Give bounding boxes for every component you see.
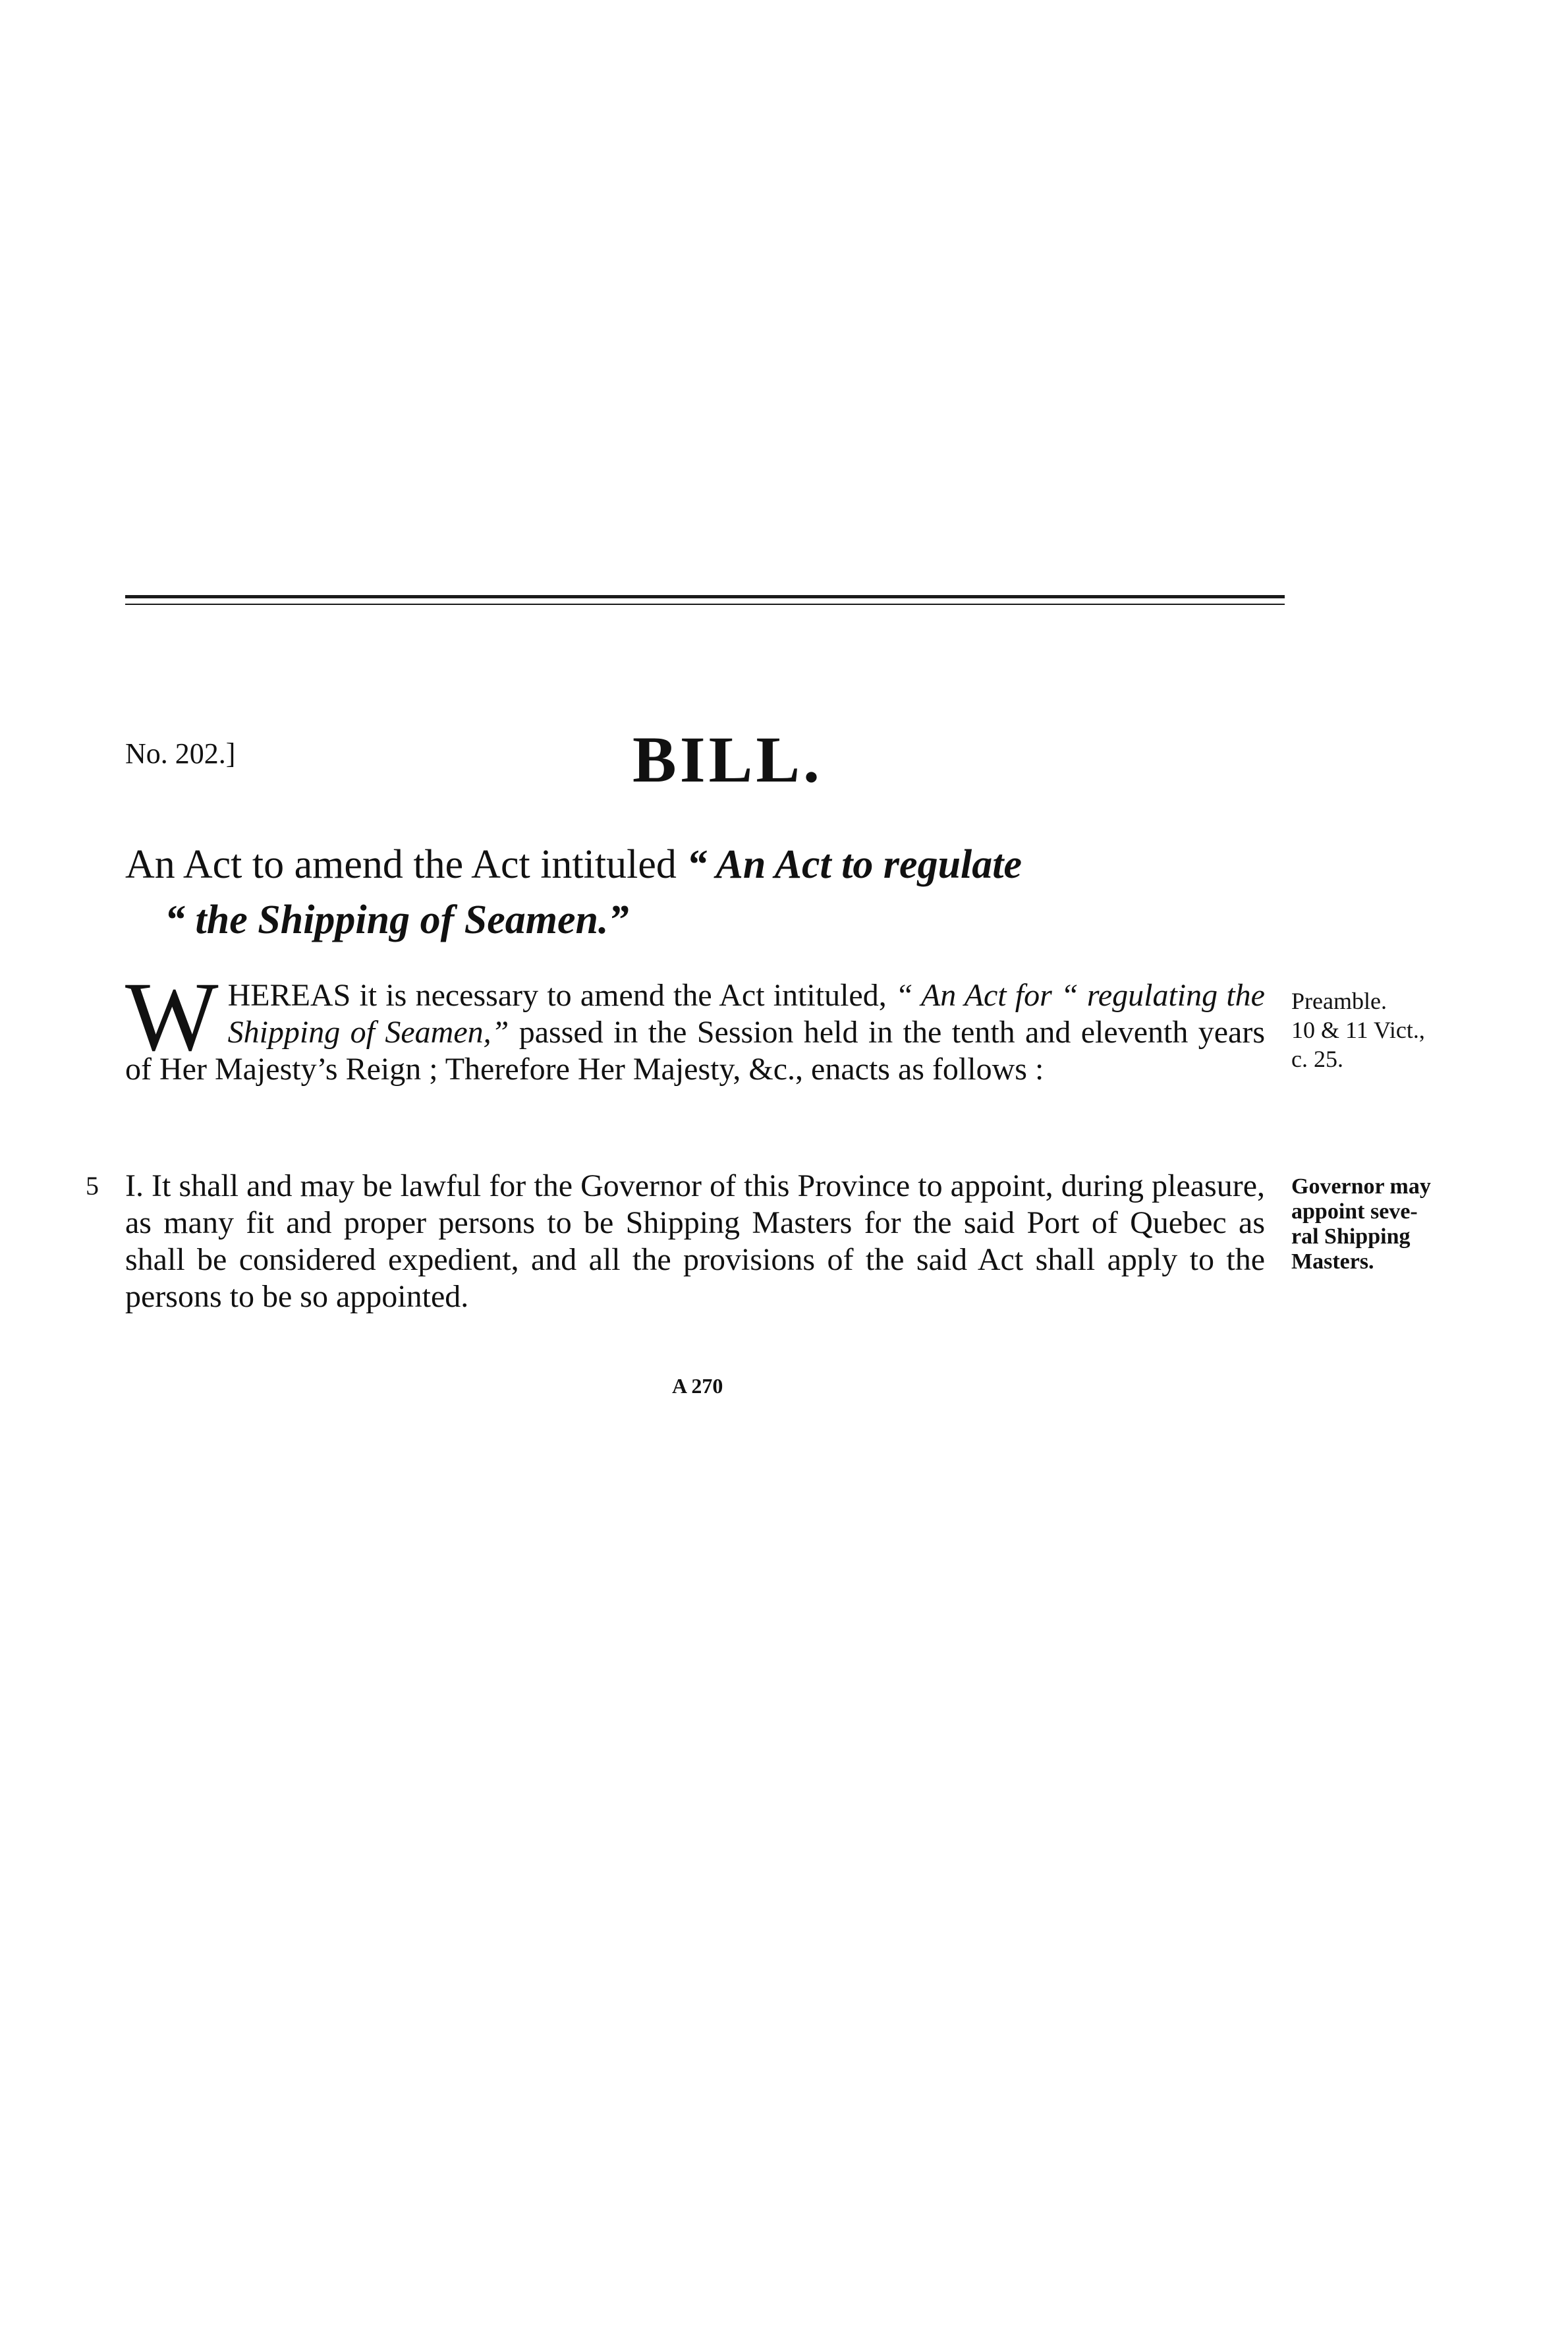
preamble-text-1: HEREAS it is necessary to amend the Act intituled, — [227, 978, 895, 1013]
margin-note-preamble-label: Preamble. — [1291, 988, 1387, 1014]
preamble-paragraph — [125, 962, 1265, 1088]
margin-note-section-line3: ral Shipping — [1291, 1224, 1411, 1249]
margin-note-section — [1291, 1174, 1489, 1274]
preamble-text-2: passed in the Session held in the tenth and eleventh years of Her Majesty’s Reign ; Therefore Her Majesty, &c., enacts as follows : — [125, 1015, 1265, 1087]
margin-note-section-line2: appoint seve- — [1291, 1199, 1418, 1224]
preamble-italic: “ An Act for “ regulating the Shipping of Seamen,” — [227, 978, 1265, 1050]
top-rule-thin — [125, 604, 1285, 605]
section-1-paragraph: I. It shall and may be lawful for the Governor of this Province to appoint, during pleasure, as many fit and proper persons to be Shipping Masters for the said Port of Quebec as shall be considered expedient, and all the provisions of the said Act shall apply to the persons to be so appointed. — [125, 1168, 1265, 1314]
signature-mark: A 270 — [672, 1374, 723, 1398]
drop-cap: W — [125, 962, 219, 1071]
bill-number: No. 202.] — [125, 737, 236, 770]
bill-title: BILL. — [632, 723, 824, 796]
act-title — [125, 837, 1285, 948]
top-rule — [125, 595, 1285, 598]
act-title-italic-2: “ the Shipping of Seamen.” — [165, 898, 629, 942]
act-title-italic-1: “ An Act to regulate — [686, 842, 1022, 887]
margin-note-preamble-ref2: c. 25. — [1291, 1046, 1343, 1072]
margin-note-section-line4: Masters. — [1291, 1249, 1374, 1274]
margin-note-section-line1: Governor may — [1291, 1174, 1431, 1199]
line-number: 5 — [86, 1171, 99, 1201]
margin-note-preamble — [1291, 986, 1489, 1073]
margin-note-preamble-ref1: 10 & 11 Vict., — [1291, 1017, 1425, 1043]
act-title-text: An Act to amend the Act intituled — [125, 842, 687, 887]
